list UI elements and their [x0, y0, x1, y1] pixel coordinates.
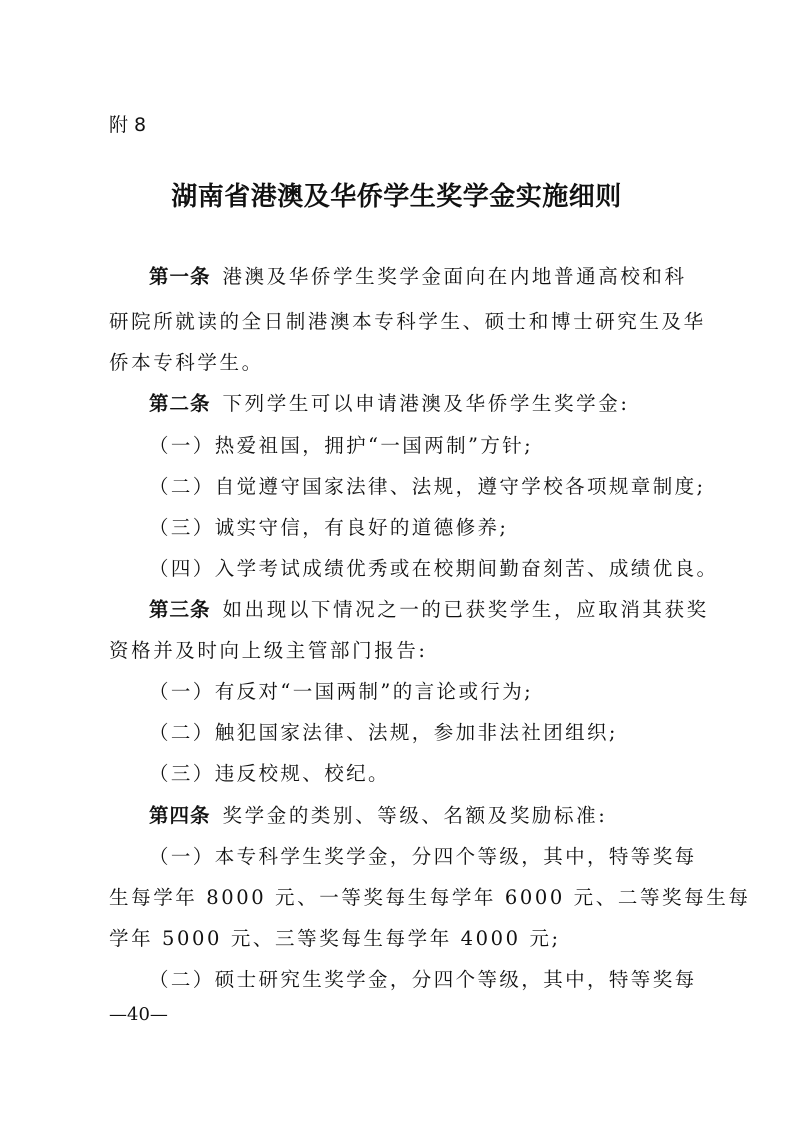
article-2-text: 下列学生可以申请港澳及华侨学生奖学金: — [222, 392, 630, 415]
article-1-continuation-line: 侨本专科学生。 — [109, 351, 264, 374]
article-4-first-line — [149, 803, 607, 829]
article-1-continuation-line: 研院所就读的全日制港澳本专科学生、硕士和博士研究生及华 — [109, 310, 706, 333]
article-4-item-continuation: 生每学年 8000 元、一等奖每生每学年 6000 元、二等奖每生每 — [109, 886, 751, 909]
article-3-text: 如出现以下情况之一的已获奖学生，应取消其获奖 — [222, 598, 709, 621]
article-1-number: 第一条 — [149, 265, 211, 288]
article-2-first-line — [149, 391, 630, 417]
document-title: 湖南省港澳及华侨学生奖学金实施细则 — [171, 182, 622, 212]
article-4-number: 第四条 — [149, 804, 211, 827]
article-3-first-line — [149, 597, 709, 623]
article-2-number: 第二条 — [149, 392, 211, 415]
article-3-item: （二）触犯国家法律、法规，参加非法社团组织; — [149, 721, 618, 744]
article-1-text: 港澳及华侨学生奖学金面向在内地普通高校和科 — [222, 265, 687, 288]
article-4-text: 奖学金的类别、等级、名额及奖励标准: — [222, 804, 608, 827]
page-number: —40— — [109, 1004, 168, 1025]
article-3-item: （三）违反校规、校纪。 — [149, 762, 390, 785]
article-3-number: 第三条 — [149, 598, 211, 621]
article-2-item: （四）入学考试成绩优秀或在校期间勤奋刻苦、成绩优良。 — [149, 557, 719, 580]
article-1-first-line — [149, 264, 687, 290]
article-4-item: （一）本专科学生奖学金，分四个等级，其中，特等奖每 — [149, 845, 697, 868]
article-4-item: （二）硕士研究生奖学金，分四个等级，其中，特等奖每 — [149, 968, 697, 991]
article-2-item: （三）诚实守信，有良好的道德修养; — [149, 516, 509, 539]
article-3-item: （一）有反对“一国两制”的言论或行为; — [149, 680, 534, 703]
article-2-item: （一）热爱祖国，拥护“一国两制”方针; — [149, 434, 534, 457]
attachment-label: 附 8 — [109, 114, 147, 136]
article-4-item-continuation: 学年 5000 元、三等奖每生每学年 4000 元; — [109, 927, 561, 950]
article-3-continuation-line: 资格并及时向上级主管部门报告: — [109, 639, 428, 662]
article-2-item: （二）自觉遵守国家法律、法规，遵守学校各项规章制度; — [149, 475, 706, 498]
